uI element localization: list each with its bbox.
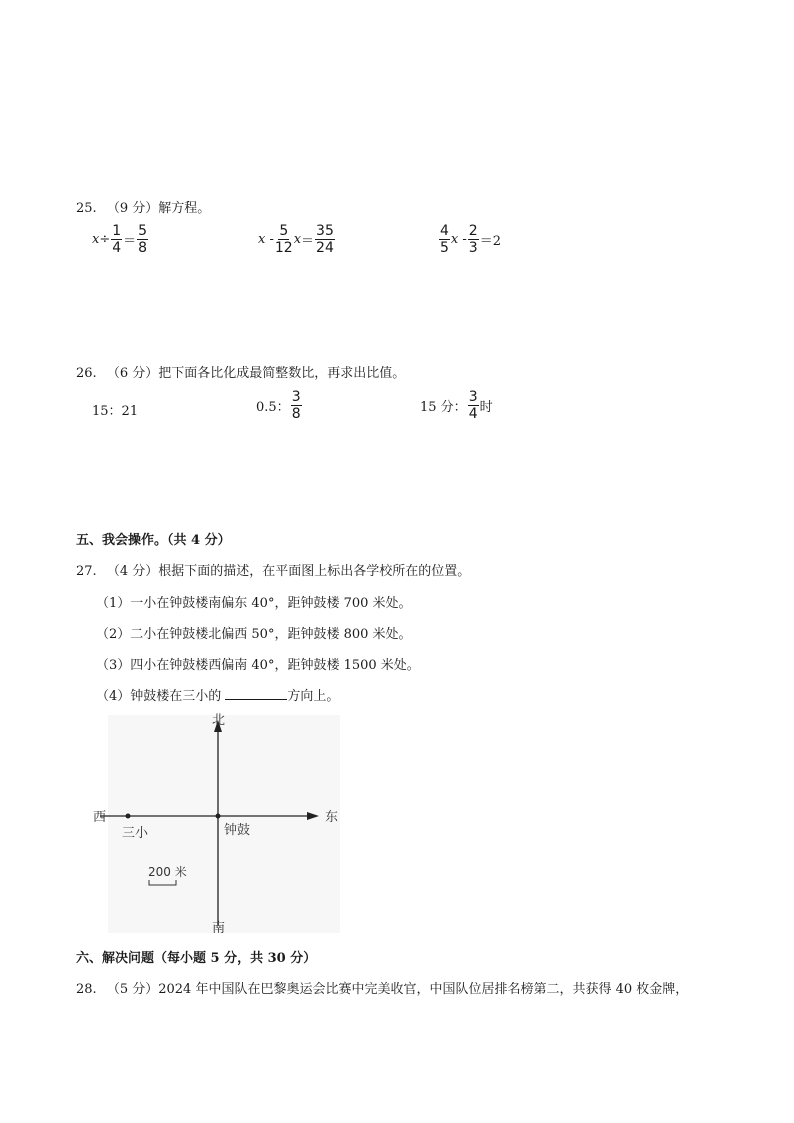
q27-item-1: （1）一小在钟鼓楼南偏东 40°，距钟鼓楼 700 米处。 <box>96 596 412 611</box>
eq3-variable: x - <box>450 232 467 247</box>
q26-ratio-3 <box>420 390 493 421</box>
school-3-label: 三小 <box>122 826 149 841</box>
q28-text: （5 分）2024 年中国队在巴黎奥运会比赛中完美收官，中国队位居排名榜第二，共获得 40 枚金牌， <box>106 982 689 997</box>
eq3-f2-numerator: 2 <box>468 223 478 239</box>
q25-prompt: 解方程。 <box>158 201 211 216</box>
eq1-f2-numerator: 5 <box>138 223 148 239</box>
q28-number: 28. <box>76 982 97 997</box>
east-label: 东 <box>325 810 339 825</box>
eq1-equals: ＝ <box>123 234 137 249</box>
q26-prompt: 把下面各比化成最简整数比，再求出比值。 <box>158 366 406 381</box>
q27-item-4 <box>96 685 339 704</box>
q26-number: 26. <box>76 366 97 381</box>
q25-equation-1 <box>92 224 149 255</box>
ratio-3-lhs: 15 分： <box>420 400 467 415</box>
ratio-1-text: 15：21 <box>92 404 139 419</box>
eq2-fraction-1 <box>275 224 293 255</box>
ratio-2-numerator: 3 <box>291 389 301 405</box>
eq2-equals: ＝ <box>301 234 315 249</box>
q25-number: 25. <box>76 201 97 216</box>
ratio-3-unit: 时 <box>479 400 493 415</box>
ratio-3-denominator: 4 <box>468 406 478 422</box>
eq3-rhs: ＝2 <box>479 234 501 249</box>
tower-point <box>216 814 221 819</box>
south-label: 南 <box>212 921 226 936</box>
q27-item-4-suffix: 方向上。 <box>287 689 340 704</box>
direction-map <box>90 710 340 936</box>
q27-item-4-text: （4）钟鼓楼在三小的 <box>96 689 226 704</box>
eq3-f1-denominator: 5 <box>440 240 449 256</box>
q27-number: 27. <box>76 564 97 579</box>
eq1-f1-numerator: 1 <box>112 223 122 239</box>
eq1-fraction-1 <box>111 224 122 255</box>
eq1-fraction-2 <box>137 224 148 255</box>
direction-map-svg <box>90 710 340 936</box>
eq2-variable: x <box>293 232 302 247</box>
school-3-point <box>126 814 131 819</box>
ratio-3-numerator: 3 <box>468 389 478 405</box>
eq2-f2-denominator: 24 <box>316 240 334 256</box>
q25-equation-3 <box>438 224 501 255</box>
q26-score: （6 分） <box>106 366 159 381</box>
eq3-fraction-2 <box>468 224 479 255</box>
tower-label: 钟鼓 <box>224 823 251 838</box>
eq1-lhs: x÷ <box>92 232 111 247</box>
q27-prompt: 根据下面的描述，在平面图上标出各学校所在的位置。 <box>158 564 471 579</box>
eq2-f2-numerator: 35 <box>316 223 334 239</box>
west-label: 西 <box>93 810 107 825</box>
eq1-f2-denominator: 8 <box>138 240 148 256</box>
scale-label: 200 米 <box>148 865 187 879</box>
ratio-2-fraction <box>291 390 302 421</box>
eq2-lhs: x - <box>258 232 274 247</box>
eq3-f1-numerator: 4 <box>440 223 449 239</box>
eq3-fraction-1 <box>439 224 450 255</box>
ratio-3-fraction <box>468 390 479 421</box>
eq2-f1-numerator: 5 <box>279 223 289 239</box>
q25-heading <box>76 197 210 216</box>
eq2-fraction-2 <box>315 224 335 255</box>
north-label: 北 <box>212 713 226 728</box>
q27-item-3: （3）四小在钟鼓楼西偏南 40°，距钟鼓楼 1500 米处。 <box>96 658 420 673</box>
section-5-title: 五、我会操作。（共 4 分） <box>76 533 231 548</box>
eq1-f1-denominator: 4 <box>112 240 122 256</box>
q28-heading <box>76 978 688 997</box>
eq3-f2-denominator: 3 <box>468 240 478 256</box>
ratio-2-lhs: 0.5： <box>256 400 290 415</box>
eq2-f1-denominator: 12 <box>274 240 293 256</box>
answer-blank[interactable] <box>225 688 287 700</box>
q25-equation-2 <box>258 224 336 255</box>
ratio-2-denominator: 8 <box>291 406 301 422</box>
q27-score: （4 分） <box>106 564 159 579</box>
q26-heading <box>76 362 405 381</box>
q27-heading <box>76 560 470 579</box>
q25-score: （9 分） <box>106 201 159 216</box>
section-6-title: 六、解决问题（每小题 5 分，共 30 分） <box>76 951 317 966</box>
q26-ratio-2 <box>256 390 303 421</box>
q27-item-2: （2）二小在钟鼓楼北偏西 50°，距钟鼓楼 800 米处。 <box>96 627 412 642</box>
q26-ratio-1 <box>92 400 138 419</box>
